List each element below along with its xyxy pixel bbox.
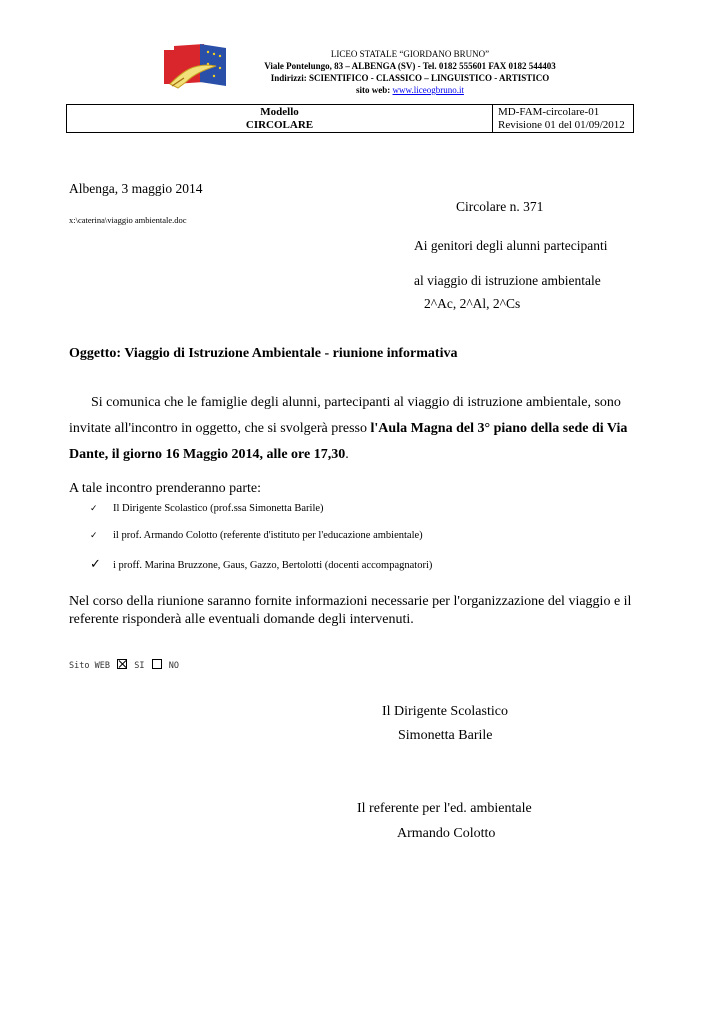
model-revision: Revisione 01 del 01/09/2012 [498,119,625,131]
web-publish-no: NO [168,661,179,671]
referent-name: Armando Colotto [397,826,496,841]
document-model-box [66,104,634,133]
participant-2: il prof. Armando Colotto (referente d'istituto per l'educazione ambientale) [113,530,423,541]
model-code: MD-FAM-circolare-01 [498,106,600,118]
body-p1-line-2 [69,416,669,442]
school-name: LICEO STATALE “GIORDANO BRUNO” [330,49,490,59]
web-publish-options [69,659,179,671]
referent-title: Il referente per l'ed. ambientale [357,801,532,816]
body-p1-venue: l'Aula Magna del 3° piano della sede di Via [370,421,628,436]
checkmark-icon: ✓ [90,530,98,540]
body-p1-plain: invitate all'incontro in oggetto, che si svolgerà presso [69,421,371,436]
principal-name: Simonetta Barile [398,728,493,743]
body-p1-line-3 [69,442,669,468]
participant-3: i proff. Marina Bruzzone, Gaus, Gazzo, Bertolotti (docenti accompagnatori) [113,560,433,571]
web-publish-label: Sito WEB [69,661,110,671]
list-item [90,530,423,541]
web-publish-yes: SI [134,661,145,671]
school-website [200,84,620,96]
body-paragraph-2: A tale incontro prenderanno parte: [69,481,262,496]
body-p1-datetime: Dante, il giorno 16 Maggio 2014, alle ore 17,30 [69,447,346,462]
list-item [90,556,432,572]
list-item [90,503,324,514]
checkbox-yes-checked[interactable] [117,659,127,669]
recipients-line-2: al viaggio di istruzione ambientale [414,273,601,288]
checkmark-icon: ✓ [90,503,98,513]
circular-number: Circolare n. 371 [456,199,544,214]
body-p3-line-1: Nel corso della riunione saranno fornite informazioni necessarie per l'organizzazione del viaggio e il [69,594,632,609]
recipients-line-1: Ai genitori degli alunni partecipanti [414,238,608,253]
principal-title: Il Dirigente Scolastico [382,704,508,719]
body-paragraph-1 [69,390,669,468]
file-path: x:\caterina\viaggio ambientale.doc [69,215,187,225]
subject-line: Oggetto: Viaggio di Istruzione Ambientale - riunione informativa [69,346,458,361]
participant-1: Il Dirigente Scolastico (prof.ssa Simonetta Barile) [113,503,324,514]
model-type: CIRCOLARE [245,119,314,131]
model-type-cell [67,105,493,132]
checkbox-no[interactable] [152,659,162,669]
school-tracks: Indirizzi: SCIENTIFICO - CLASSICO – LINGUISTICO - ARTISTICO [270,73,550,83]
model-label: Modello [260,106,299,118]
school-address: Viale Pontelungo, 83 – ALBENGA (SV) - Tel. 0182 555601 FAX 0182 544403 [264,61,556,71]
website-label: sito web: [356,85,391,95]
recipients-classes: 2^Ac, 2^Al, 2^Cs [424,296,521,311]
model-code-cell [498,106,625,132]
body-p3-line-2: referente risponderà alle eventuali domande degli intervenuti. [69,612,414,627]
website-link[interactable]: www.liceogbruno.it [392,85,464,95]
body-p1-end: . [345,447,349,462]
place-date: Albenga, 3 maggio 2014 [69,181,203,196]
body-paragraph-3 [69,593,631,629]
body-p1-line-1: Si comunica che le famiglie degli alunni, partecipanti al viaggio di istruzione ambientale, sono [91,395,621,410]
checkmark-icon: ✓ [90,556,101,571]
